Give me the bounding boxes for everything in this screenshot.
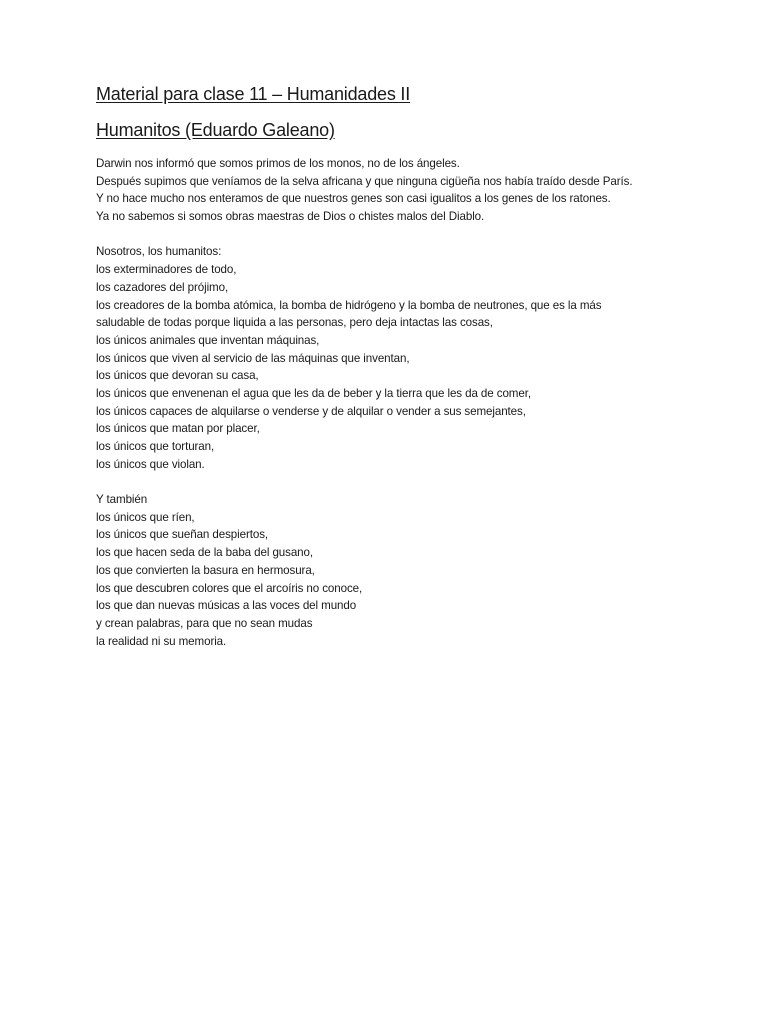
stanza bbox=[96, 155, 696, 226]
poem-body bbox=[96, 155, 696, 650]
poem-line: y crean palabras, para que no sean mudas bbox=[96, 616, 313, 630]
poem-line: la realidad ni su memoria. bbox=[96, 634, 227, 648]
stanza bbox=[96, 243, 696, 473]
poem-line: los únicos que ríen, bbox=[96, 510, 195, 524]
poem-line: los únicos que violan. bbox=[96, 457, 205, 471]
poem-line: los únicos que matan por placer, bbox=[96, 422, 260, 436]
poem-line: los únicos que torturan, bbox=[96, 440, 215, 453]
poem-line: los únicos que sueñan despiertos, bbox=[96, 528, 269, 542]
poem-line: los que descubren colores que el arcoíris no conoce, bbox=[96, 581, 363, 595]
stanza bbox=[96, 491, 696, 650]
poem-line: los cazadores del prójimo, bbox=[96, 280, 229, 294]
poem-line: los que dan nuevas músicas a las voces del mundo bbox=[96, 599, 357, 613]
poem-line: Ya no sabemos si somos obras maestras de Dios o chistes malos del Diablo. bbox=[96, 210, 485, 224]
poem-line: los exterminadores de todo, bbox=[96, 263, 237, 277]
poem-line: los únicos que devoran su casa, bbox=[96, 369, 259, 383]
poem-line: los que convierten la basura en hermosura, bbox=[96, 563, 315, 577]
poem-line: los únicos capaces de alquilarse o venderse y de alquilar o vender a sus semejantes, bbox=[96, 404, 526, 418]
poem-title: Humanitos (Eduardo Galeano) bbox=[96, 120, 335, 140]
poem-line: Nosotros, los humanitos: bbox=[96, 245, 222, 259]
poem-line: Y también bbox=[96, 493, 148, 507]
poem-line: Después supimos que veníamos de la selva africana y que ninguna cigüeña nos había traído desde París. bbox=[96, 174, 633, 188]
poem-line: los creadores de la bomba atómica, la bomba de hidrógeno y la bomba de neutrones, que es la más bbox=[96, 298, 602, 312]
poem-line: Y no hace mucho nos enteramos de que nuestros genes son casi igualitos a los genes de los ratones. bbox=[96, 192, 611, 206]
poem-line: los únicos que envenenan el agua que les da de beber y la tierra que les da de comer, bbox=[96, 386, 531, 400]
poem-line: los únicos que viven al servicio de las máquinas que inventan, bbox=[96, 351, 410, 365]
poem-line: saludable de todas porque liquida a las personas, pero deja intactas las cosas, bbox=[96, 316, 493, 330]
poem-line: Darwin nos informó que somos primos de los monos, no de los ángeles. bbox=[96, 157, 460, 170]
document-title: Material para clase 11 – Humanidades II bbox=[96, 84, 411, 104]
poem-line: los únicos animales que inventan máquinas, bbox=[96, 333, 320, 347]
poem-line: los que hacen seda de la baba del gusano, bbox=[96, 546, 314, 560]
document-page bbox=[96, 84, 696, 668]
